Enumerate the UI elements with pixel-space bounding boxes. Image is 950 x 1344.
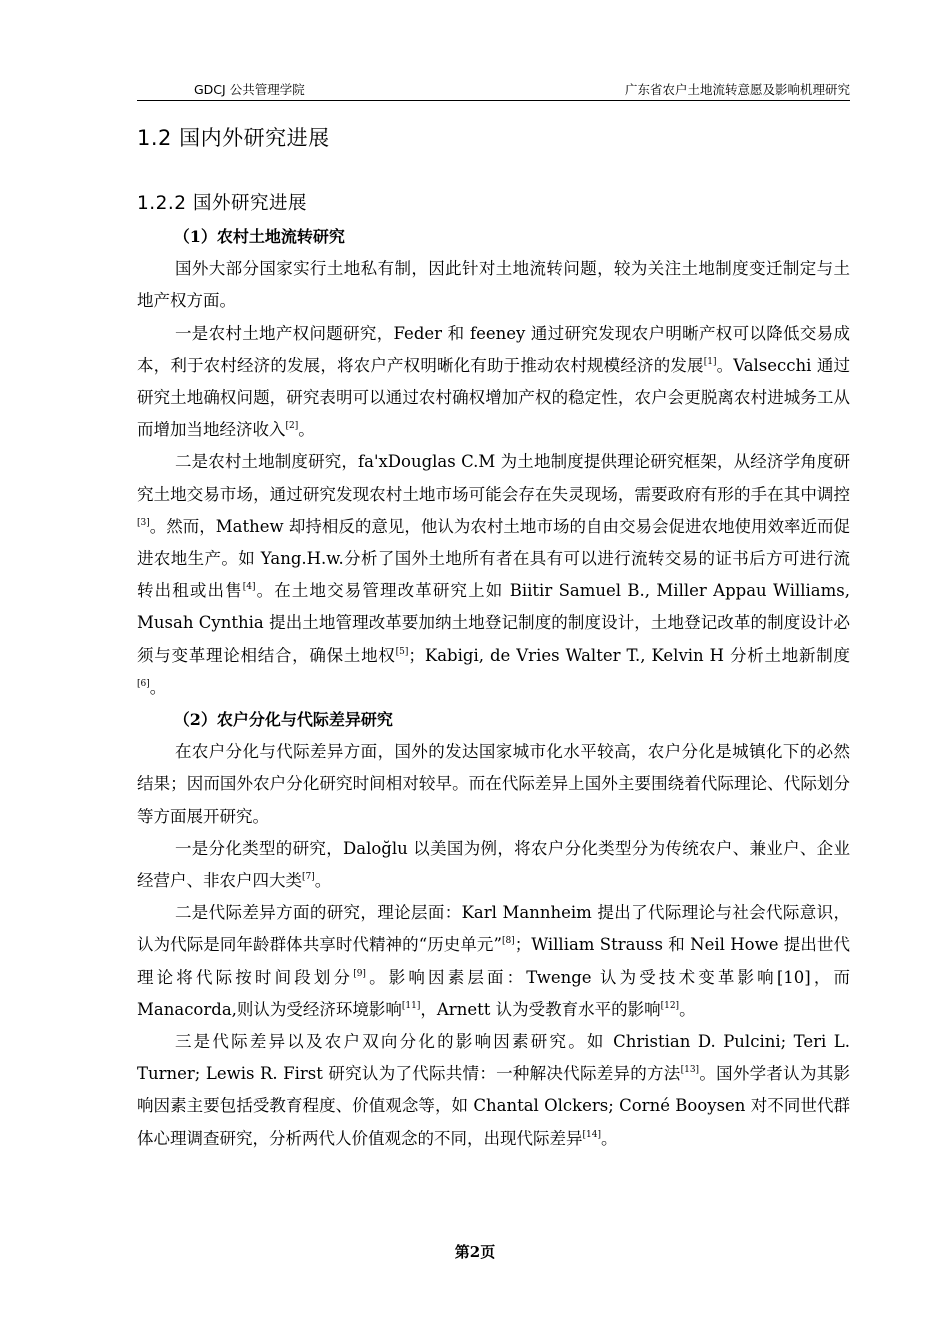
citation: [9] [353, 968, 366, 979]
citation: [4] [242, 582, 256, 593]
citation: [11] [401, 1000, 421, 1011]
citation: [13] [680, 1065, 700, 1076]
part2-heading: （2）农户分化与代际差异研究 [173, 710, 393, 730]
citation: [3] [137, 517, 150, 528]
citation: [8] [501, 936, 515, 947]
citation: [6] [137, 678, 150, 689]
paragraph: 一是分化类型的研究，Daloğlu 以美国为例，将农户分化类型分为传统农户、兼业户、企业经营户、非农户四大类[7]。 [137, 838, 850, 891]
citation: [2] [285, 421, 299, 432]
header-thesis-title: 广东省农户土地流转意愿及影响机理研究 [624, 82, 850, 97]
header-divider [137, 100, 850, 101]
citation: [14] [582, 1129, 601, 1140]
subsection-title: 1.2.2 国外研究进展 [137, 193, 307, 214]
header-institution: GDCJ 公共管理学院 [194, 82, 305, 97]
section-title: 1.2 国内外研究进展 [137, 126, 330, 150]
citation: [5] [395, 646, 409, 657]
citation: [12] [660, 1000, 680, 1011]
paragraph: 国外大部分国家实行土地私有制，因此针对土地流转问题，较为关注土地制度变迁制定与土地产权方面。 [137, 259, 850, 311]
paragraph: 在农户分化与代际差异方面，国外的发达国家城市化水平较高，农户分化是城镇化下的必然结果；因而国外农户分化研究时间相对较早。而在代际差异上国外主要围绕着代际理论、代际划分等方面展开研究。 [137, 742, 850, 826]
paragraph: 二是代际差异方面的研究，理论层面：Karl Mannheim 提出了代际理论与社会代际意识，认为代际是同年龄群体共享时代精神的“历史单元”[8]；William Strauss 和 Neil Howe 提出世代理论将代际按时间段划分[9]。影响因素层面：Twenge 认为受技术变革影响[10]，而 Manacorda,则认为受经济环境影响[11]，Arnett 认为受教育水平的影响[12]。 [137, 903, 851, 1019]
citation: [7] [302, 872, 315, 883]
citation: [1] [703, 356, 717, 367]
page-header [137, 78, 850, 100]
part1-heading: （1）农村土地流转研究 [173, 227, 345, 246]
paragraph: 一是农村土地产权问题研究，Feder 和 feeney 通过研究发现农户明晰产权可以降低交易成本，利于农村经济的发展，将农户产权明晰化有助于推动农村规模经济的发展[1]。Valsecchi 通过研究土地确权问题，研究表明可以通过农村确权增加产权的稳定性，农户会更脱离农村进城务工从而增加当地经济收入[2]。 [137, 323, 851, 440]
paragraph: 三是代际差异以及农户双向分化的影响因素研究。如 Christian D. Pulcini; Teri L. Turner; Lewis R. First 研究认为了代际共情：一种解决代际差异的方法[13]。国外学者认为其影响因素主要包括受教育程度、价值观念等，如 Chantal Olckers; Corné Booysen 对不同世代群体心理调查研究，分析两代人价值观念的不同，出现代际差异[14]。 [137, 1032, 850, 1148]
paragraph: 二是农村土地制度研究，fa'xDouglas C.M 为土地制度提供理论研究框架，从经济学角度研究土地交易市场，通过研究发现农村土地市场可能会存在失灵现场，需要政府有形的手在其中调控[3]。然而，Mathew 却持相反的意见，他认为农村土地市场的自由交易会促进农地使用效率近而促进农地生产。如 Yang.H.w.分析了国外土地所有者在具有可以进行流转交易的证书后方可进行流转出租或出售[4]。在土地交易管理改革研究上如 Biitir Samuel B., Miller Appau Williams, Musah Cynthia 提出土地管理改革要加纳土地登记制度的制度设计，土地登记改革的制度设计必须与变革理论相结合，确保土地权[5]；Kabigi, de Vries Walter T., Kelvin H 分析土地新制度[6]。 [137, 452, 850, 697]
page-number: 第2页 [454, 1243, 496, 1261]
document-body [137, 221, 850, 1155]
